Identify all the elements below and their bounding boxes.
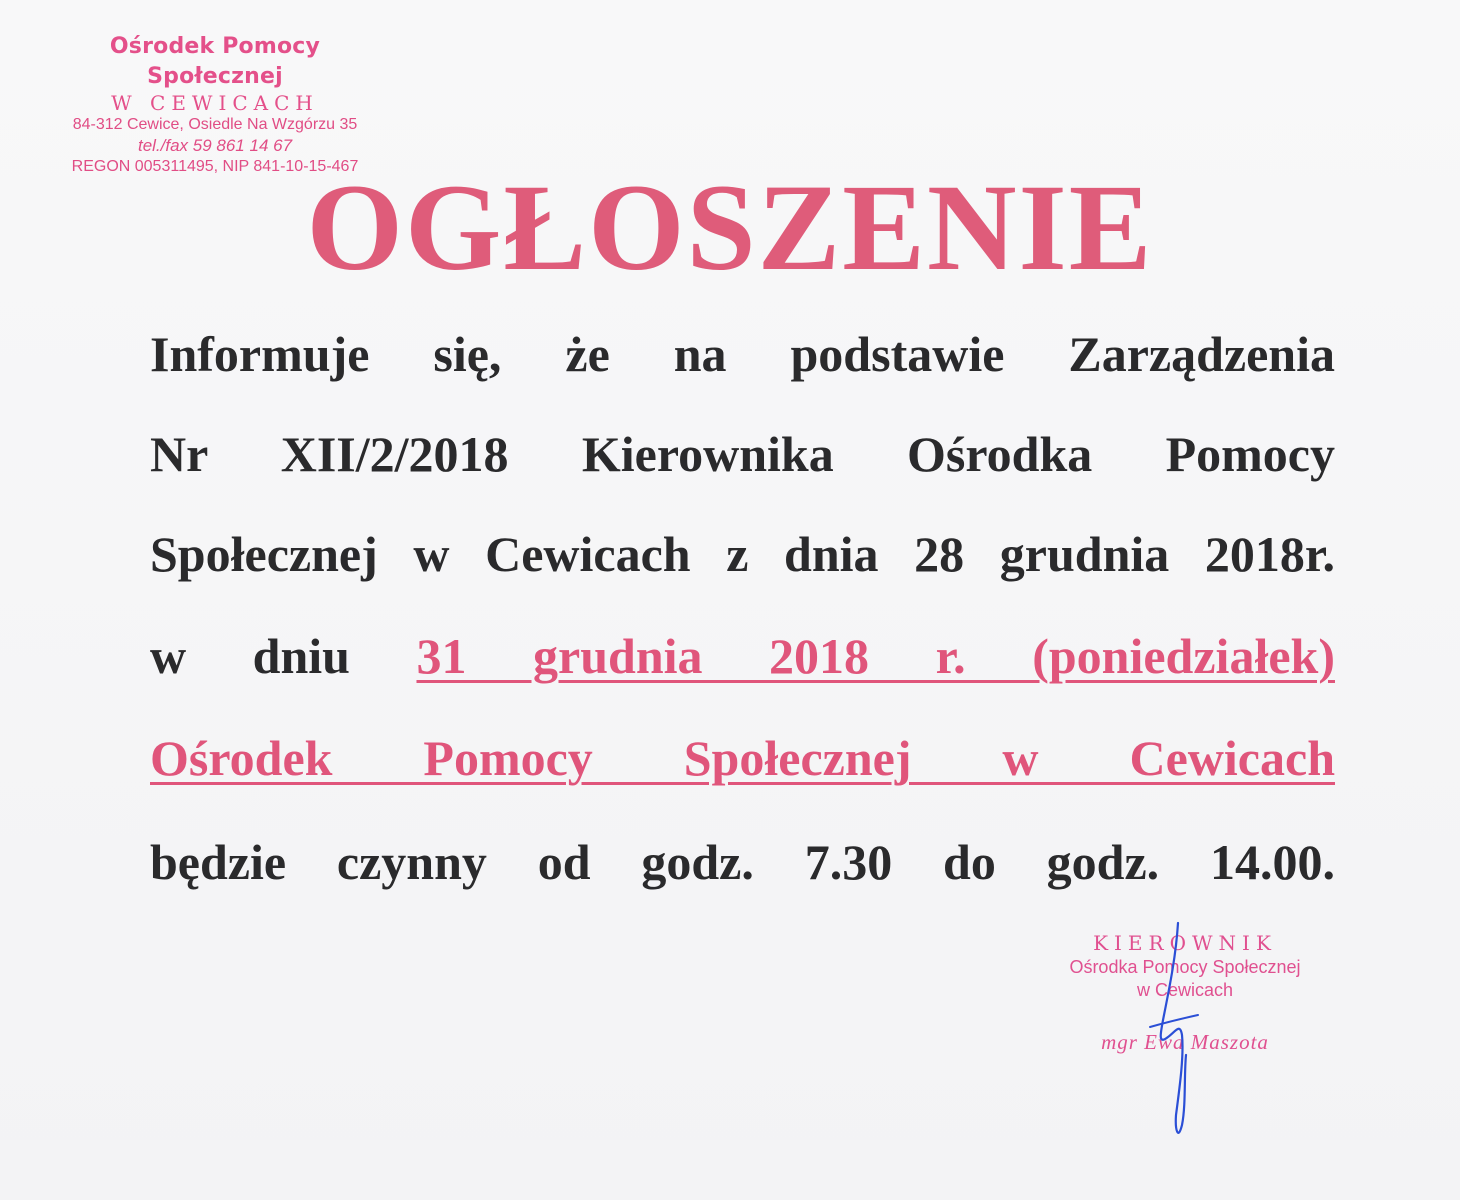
stamp-phone: tel./fax 59 861 14 67 — [137, 136, 293, 155]
stamp-address: 84-312 Cewice, Osiedle Na Wzgórzu 35 — [72, 116, 358, 133]
signature-org: Ośrodka Pomocy Społecznej — [1069, 957, 1301, 977]
signature-city: w Cewicach — [1136, 980, 1234, 1000]
signature-role: KIEROWNIK — [1093, 931, 1277, 955]
body-line-6-hours: będzie czynny od godz. 7.30 do godz. 14.00. — [150, 834, 1335, 890]
body-line-3: Społecznej w Cewicach z dnia 28 grudnia 2018r. — [150, 526, 1335, 582]
date-highlight: 31 grudnia 2018 r. (poniedziałek) — [416, 628, 1335, 684]
body-line-2: Nr XII/2/2018 Kierownika Ośrodka Pomocy — [150, 426, 1335, 482]
body-line-5-office-name: Ośrodek Pomocy Społecznej w Cewicach — [150, 730, 1335, 786]
body-line-1: Informuje się, że na podstawie Zarządzenia — [150, 326, 1335, 382]
body-line-4 — [150, 624, 1335, 688]
handwritten-signature — [1140, 915, 1220, 1145]
announcement-title: OGŁOSZENIE — [306, 159, 1154, 296]
date-prefix: w dniu — [150, 628, 350, 684]
stamp-regon: REGON 005311495, NIP 841-10-15-467 — [71, 158, 359, 175]
stamp-city: W CEWICACH — [111, 91, 319, 115]
signature-name: mgr Ewa Maszota — [1101, 1030, 1269, 1054]
stamp-org-name: Ośrodek Pomocy Społecznej — [109, 34, 321, 89]
